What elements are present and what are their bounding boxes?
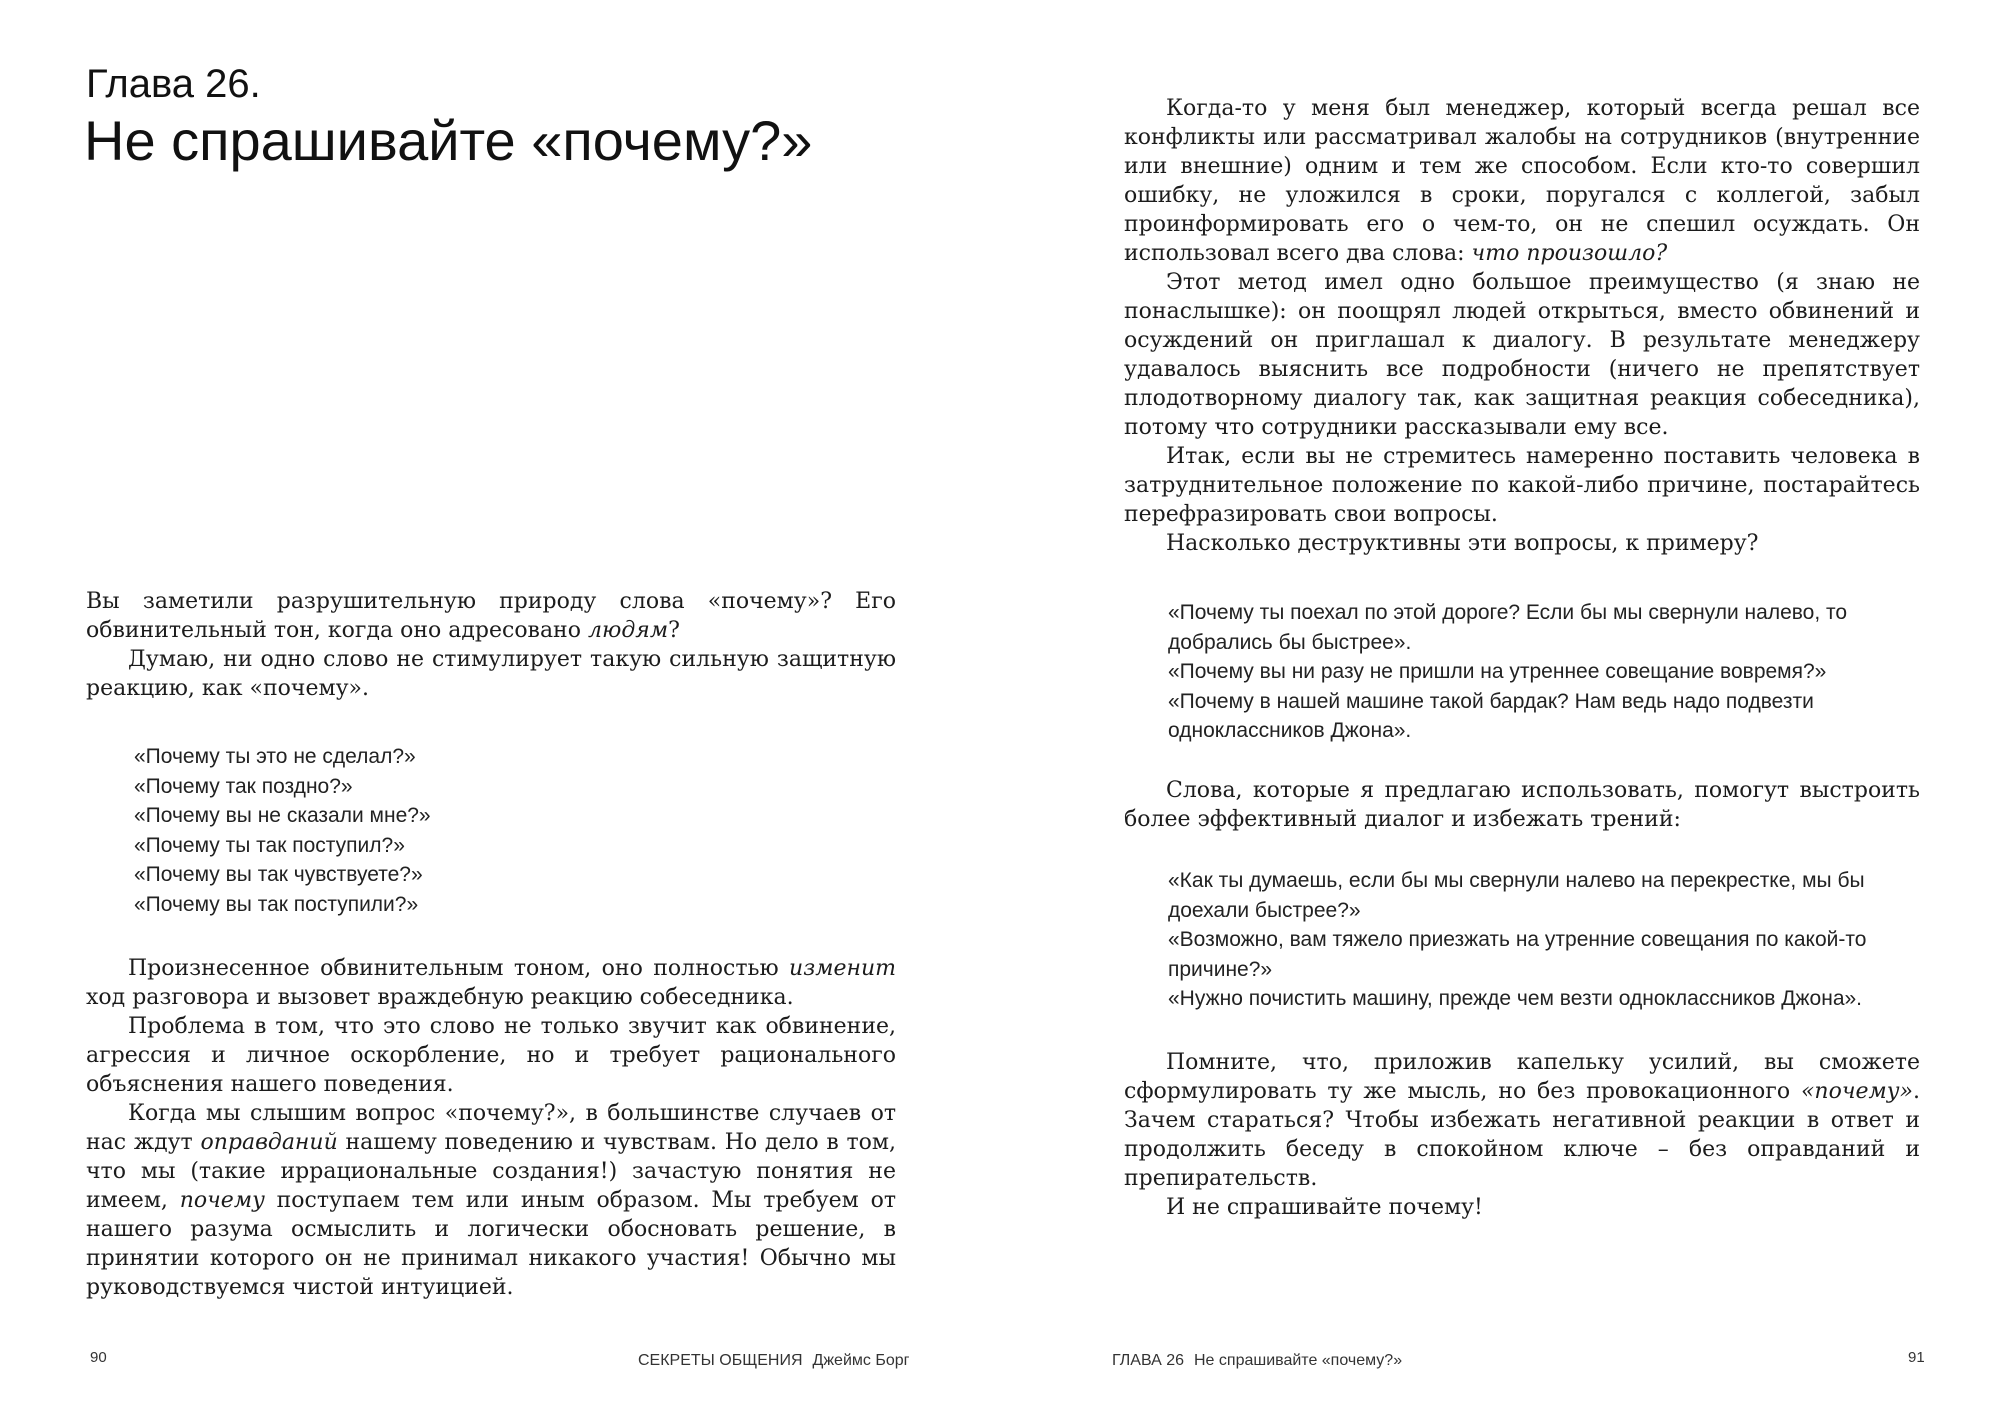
emphasis-people: людям — [587, 618, 669, 643]
paragraph-words: Слова, которые я предлагаю использовать, помогут выстроить более эффективный диалог и избежать трений: — [1124, 778, 1920, 832]
emphasis-change: изменит — [789, 956, 896, 981]
running-head-author: Джеймс Борг — [812, 1352, 910, 1369]
quote-item: «Почему ты так поступил?» — [134, 833, 405, 857]
quote-item: «Почему вы ни разу не пришли на утреннее совещание вовремя?» — [1168, 660, 1827, 683]
quote-item: «Почему ты это не сделал?» — [134, 745, 416, 768]
quote-list-better — [1168, 866, 1920, 1014]
paragraph-remember: Помните, что, приложив капельку усилий, вы сможете сформулировать ту же мысль, но без провокационного «почему». Зачем стараться? Чтобы избежать негативной реакции в ответ и продолжить беседу в спокойном ключе – без оправданий и препирательств. — [1124, 1050, 1920, 1191]
quote-item: «Почему в нашей машине такой бардак? Нам ведь надо подвезти одноклассников Джона». — [1168, 689, 1814, 742]
quote-item: «Почему вы так чувствуете?» — [134, 863, 423, 886]
right-text-bottom — [1124, 1048, 1920, 1222]
running-head-title: Не спрашивайте «почему?» — [1194, 1352, 1403, 1369]
right-text-top — [1124, 94, 1920, 558]
right-text-middle — [1124, 776, 1920, 834]
paragraph-intro-1: Вы заметили разрушительную природу слова «почему»? Его обвинительный тон, когда оно адресовано людям? — [86, 589, 896, 643]
quote-list-destructive — [1168, 598, 1920, 746]
paragraph-method: Этот метод имел одно большое преимущество (я знаю не понаслышке): он поощрял людей открыться, вместо обвинений и осуждений он приглашал к диалогу. В результате менеджеру удавалось выяснить все подробности (ничего не препятствует плодотворному диалогу так, как защитная реакция собеседника), потому что сотрудники рассказывали ему все. — [1124, 270, 1920, 440]
paragraph-final: И не спрашивайте почему! — [1166, 1195, 1483, 1220]
paragraph-destructive: Насколько деструктивны эти вопросы, к примеру? — [1166, 531, 1759, 556]
emphasis-what-happened: что произошло? — [1471, 241, 1668, 266]
chapter-number: Глава 26. — [86, 62, 261, 106]
running-head-chapter: ГЛАВА 26 — [1112, 1352, 1184, 1369]
quote-item: «Возможно, вам тяжело приезжать на утренние совещания по какой-то причине?» — [1168, 928, 1867, 981]
paragraph-intro-2: Думаю, ни одно слово не стимулирует такую сильную защитную реакцию, как «почему». — [86, 647, 896, 701]
quote-item: «Как ты думаешь, если бы мы свернули налево на перекрестке, мы бы доехали быстрее?» — [1168, 869, 1865, 922]
paragraph-4: Проблема в том, что это слово не только звучит как обвинение, агрессия и личное оскорбление, но и требует рационального объяснения нашего поведения. — [86, 1014, 896, 1097]
quote-list-why — [134, 742, 854, 919]
emphasis-excuses: оправданий — [200, 1130, 338, 1155]
quote-item: «Почему так поздно?» — [134, 774, 353, 798]
running-head-left — [638, 1352, 909, 1370]
chapter-title: Не спрашивайте «почему?» — [84, 109, 813, 172]
quote-item: «Нужно почистить машину, прежде чем везти одноклассников Джона». — [1168, 987, 1863, 1010]
paragraph-rephrase: Итак, если вы не стремитесь намеренно поставить человека в затруднительное положение по какой-либо причине, постарайтесь перефразировать свои вопросы. — [1124, 444, 1920, 527]
emphasis-why: почему — [179, 1188, 265, 1213]
right-page — [1000, 0, 2000, 1403]
quote-item: «Почему ты поехал по этой дороге? Если бы мы свернули налево, то добрались бы быстрее». — [1168, 601, 1848, 654]
running-head-book: СЕКРЕТЫ ОБЩЕНИЯ — [638, 1352, 803, 1369]
running-head-right — [1112, 1352, 1402, 1370]
paragraph-manager: Когда-то у меня был менеджер, который всегда решал все конфликты или рассматривал жалобы на сотрудников (внутренние или внешние) одним и тем же способом. Если кто-то совершил ошибку, не уложился в сроки, поругался с коллегой, забыл проинформировать его о чем-то, он не спешил осуждать. Он использовал всего два слова: что произошло? — [1124, 96, 1920, 266]
paragraph-5: Когда мы слышим вопрос «почему?», в большинстве случаев от нас ждут оправданий нашему поведению и чувствам. Но дело в том, что мы (такие иррациональные создания!) зачастую понятия не имеем, почему поступаем тем или иным образом. Мы требуем от нашего разума осмыслить и логически обосновать решение, в принятии которого он не принимал никакого участия! Обычно мы руководствуемся чистой интуицией. — [86, 1101, 896, 1300]
quote-item: «Почему вы не сказали мне?» — [134, 804, 431, 827]
quote-item: «Почему вы так поступили?» — [134, 892, 419, 916]
body-text — [86, 954, 896, 1302]
page-number-right: 91 — [1908, 1349, 1925, 1366]
intro-text — [86, 587, 896, 703]
paragraph-3: Произнесенное обвинительным тоном, оно полностью изменит ход разговора и вызовет враждебную реакцию собеседника. — [86, 956, 896, 1010]
emphasis-why-quoted: «почему» — [1800, 1079, 1913, 1104]
page-number-left: 90 — [90, 1349, 107, 1366]
